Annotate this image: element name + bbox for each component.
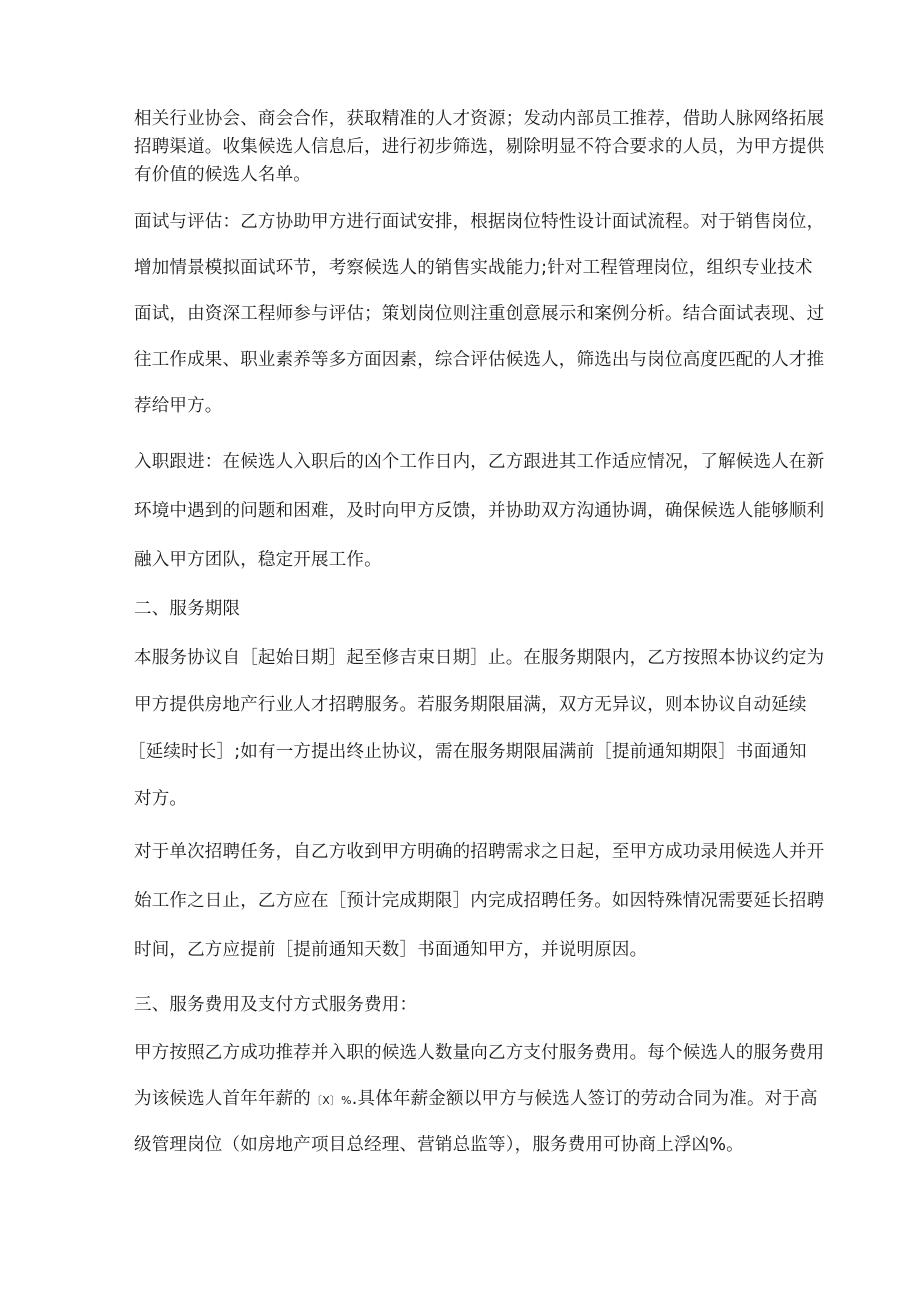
text-line-composite [134, 1088, 818, 1112]
text-line: 本服务协议自［起始日期］起至修吉束日期］止。在服务期限内，乙方按照本协议约定为 [134, 648, 825, 668]
text-segment: .具体年薪金额以甲方与候选人签订的劳动合同为准。对于高 [351, 1089, 818, 1109]
text-line: 对于单次招聘任务，自乙方收到甲方明确的招聘需求之日起，至甲方成功录用候选人并开 [134, 842, 825, 862]
text-line: 级管理岗位（如房地产项目总经理、营销总监等），服务费用可协商上浮凶%。 [134, 1135, 744, 1155]
section-title: 二、服务期限 [134, 599, 241, 619]
text-line: 始工作之日止，乙方应在［预计完成期限］内完成招聘任务。如因特殊情况需要延长招聘 [134, 891, 825, 911]
text-line: 环境中遇到的问题和困难，及时向甲方反馈，并协助双方沟通协调，确保候选人能够顺利 [134, 501, 825, 521]
text-line: 甲方提供房地产行业人才招聘服务。若服务期限届满，双方无异议，则本协议自动延续 [134, 695, 807, 715]
text-line: ［延续时长］;如有一方提出终止协议，需在服务期限届满前［提前通知期限］书面通知 [128, 742, 807, 762]
section-title: 三、服务费用及支付方式服务费用： [134, 995, 418, 1015]
text-line: 荐给甲方。 [134, 396, 223, 416]
text-line: 时间，乙方应提前［提前通知天数］书面通知甲方，并说明原因。 [134, 940, 648, 960]
text-line: 往工作成果、职业素养等多方面因素，综合评估候选人，筛选出与岗位高度匹配的人才推 [134, 350, 825, 370]
text-line: 甲方按照乙方成功推荐并入职的候选人数量向乙方支付服务费用。每个候选人的服务费用 [134, 1043, 825, 1063]
text-line: 相关行业协会、商会合作，获取精准的人才资源；发动内部员工推荐，借助人脉网络拓展 [134, 109, 825, 129]
text-line: 融入甲方团队，稳定开展工作。 [134, 550, 382, 570]
text-line: 招聘渠道。收集候选人信息后，进行初步筛选，剔除明显不符合要求的人员，为甲方提供 [134, 137, 825, 157]
text-line: 有价值的候选人名单。 [134, 165, 311, 185]
percentage-placeholder: 〔X〕% [311, 1094, 352, 1107]
text-line: 对方。 [134, 789, 188, 809]
text-line: 入职跟进：在候选人入职后的凶个工作日内，乙方跟进其工作适应情况，了解候选人在新 [134, 452, 825, 472]
text-line: 面试，由资深工程师参与评估；策划岗位则注重创意展示和案例分析。结合面试表现、过 [134, 304, 825, 324]
text-line: 面试与评估：乙方协助甲方进行面试安排，根据岗位特性设计面试流程。对于销售岗位， [134, 212, 825, 232]
text-line: 增加情景模拟面试环节，考察候选人的销售实战能力;针对工程管理岗位，组织专业技术 [134, 258, 813, 278]
text-segment: 为该候选人首年年薪的 [134, 1089, 311, 1109]
